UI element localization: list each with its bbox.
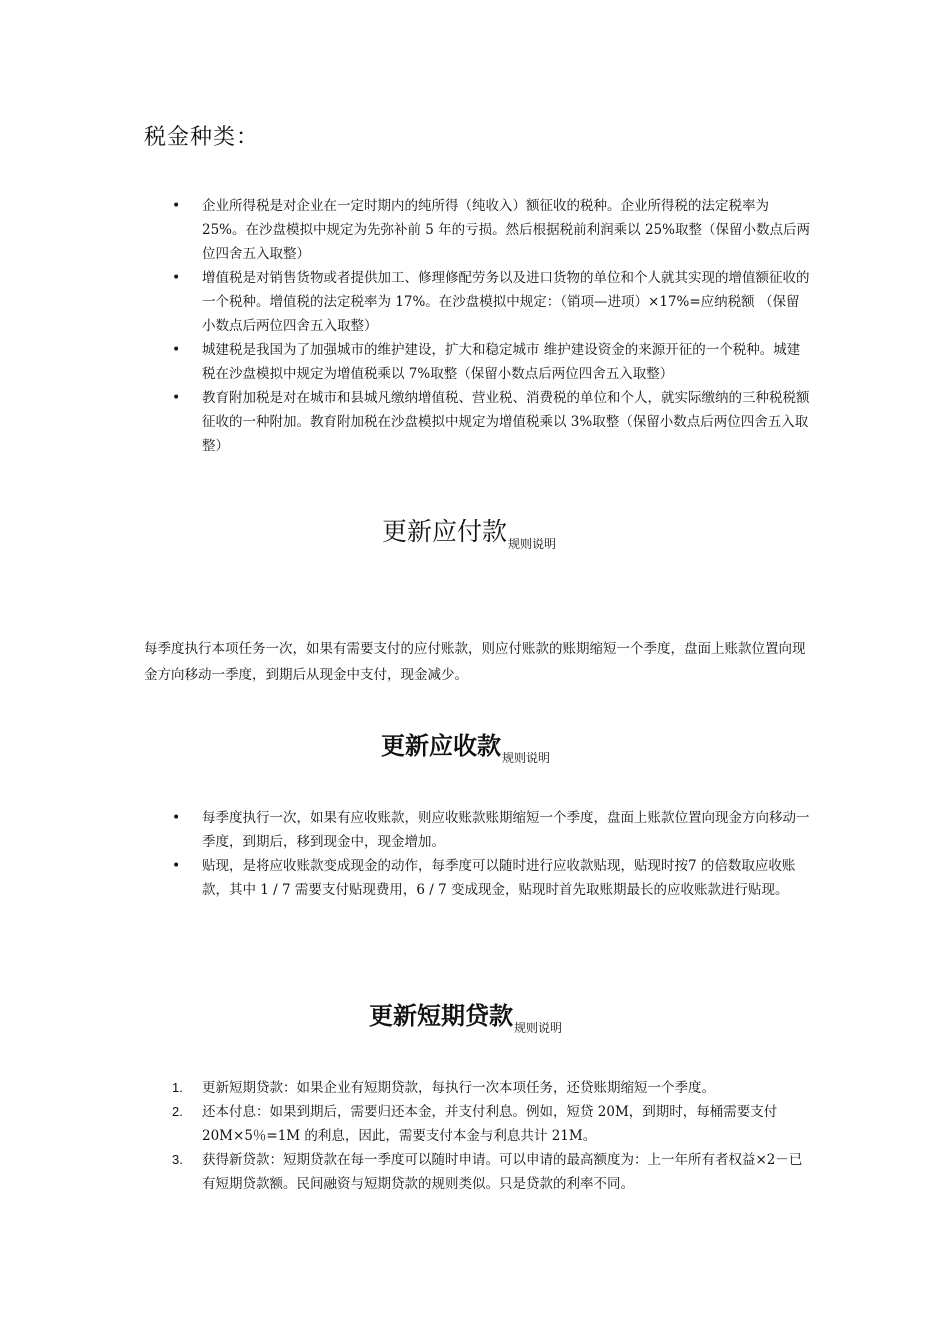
bullet-icon: • — [172, 858, 181, 874]
bullet-icon: • — [172, 390, 181, 406]
list-item-text: 增值税是对销售货物或者提供加工、修理修配劳务以及进口货物的单位和个人就其实现的增值额征收的一个税种。增值税的法定税率为 17%。在沙盘模拟中规定：（销项—进项）×17%=应纳税额 （保留小数点后两位四舍五入取整） — [202, 270, 810, 334]
receivable-section-title — [381, 726, 550, 766]
list-item — [172, 386, 812, 458]
short-loan-subtitle: 规则说明 — [514, 1021, 563, 1035]
receivable-title: 更新应收款 — [381, 732, 501, 760]
list-item-text: 贴现，是将应收账款变成现金的动作，每季度可以随时进行应收款贴现，贴现时按7 的倍数取应收账款，其中 1 / 7 需要支付贴现费用，6 / 7 变成现金，贴现时首先取账期最长的应收账款进行贴现。 — [202, 858, 796, 898]
list-item — [172, 338, 812, 386]
list-item — [172, 1076, 812, 1100]
list-item-text: 企业所得税是对企业在一定时期内的纯所得（纯收入）额征收的税种。企业所得税的法定税率为 25%。在沙盘模拟中规定为先弥补前 5 年的亏损。然后根据税前利润乘以 25%取整（保留小数点后两位四舍五入取整） — [202, 198, 810, 262]
bullet-icon: • — [172, 342, 181, 358]
payable-title: 更新应付款 — [382, 517, 508, 546]
list-item — [172, 266, 812, 338]
list-number: 1. — [172, 1080, 183, 1095]
list-item-text: 城建税是我国为了加强城市的维护建设，扩大和稳定城市 维护建设资金的来源开征的一个税种。城建税在沙盘模拟中规定为增值税乘以 7%取整（保留小数点后两位四舍五入取整） — [202, 342, 801, 382]
tax-types-heading: 税金种类： — [144, 125, 260, 150]
payable-description: 每季度执行本项任务一次，如果有需要支付的应付账款，则应付账款的账期缩短一个季度，盘面上账款位置向现金方向移动一季度，到期后从现金中支付，现金减少。 — [144, 641, 806, 683]
list-number: 3. — [172, 1152, 183, 1167]
list-item-text: 教育附加税是对在城市和县城凡缴纳增值税、营业税、消费税的单位和个人，就实际缴纳的三种税税额征收的一种附加。教育附加税在沙盘模拟中规定为增值税乘以 3%取整（保留小数点后两位四舍五入取整） — [202, 390, 810, 454]
list-item — [172, 806, 812, 854]
receivable-subtitle: 规则说明 — [502, 751, 551, 765]
list-item — [172, 854, 812, 902]
receivable-list — [172, 806, 812, 902]
list-item — [172, 1100, 812, 1148]
list-item-text: 还本付息：如果到期后，需要归还本金，并支付利息。例如，短贷 20M，到期时，每桶需要支付 20M×5％=1M 的利息，因此，需要支付本金与利息共计 21M。 — [202, 1104, 778, 1144]
list-item — [172, 1148, 812, 1196]
short-loan-title: 更新短期贷款 — [369, 1002, 513, 1030]
bullet-icon: • — [172, 198, 181, 214]
list-item — [172, 194, 812, 266]
payable-subtitle: 规则说明 — [508, 537, 557, 551]
short-loan-list — [172, 1076, 812, 1196]
list-item-text: 每季度执行一次，如果有应收账款，则应收账款账期缩短一个季度，盘面上账款位置向现金方向移动一季度，到期后，移到现金中，现金增加。 — [202, 810, 810, 850]
bullet-icon: • — [172, 270, 181, 286]
tax-types-list — [172, 194, 812, 458]
list-item-text: 更新短期贷款：如果企业有短期贷款，每执行一次本项任务，还贷账期缩短一个季度。 — [202, 1080, 715, 1096]
bullet-icon: • — [172, 810, 181, 826]
payable-section-title — [382, 512, 556, 552]
short-loan-section-title — [369, 996, 562, 1036]
list-number: 2. — [172, 1104, 183, 1119]
list-item-text: 获得新贷款：短期贷款在每一季度可以随时申请。可以申请的最高额度为：上一年所有者权益×2－已有短期贷款额。民间融资与短期贷款的规则类似。只是贷款的利率不同。 — [202, 1152, 803, 1192]
